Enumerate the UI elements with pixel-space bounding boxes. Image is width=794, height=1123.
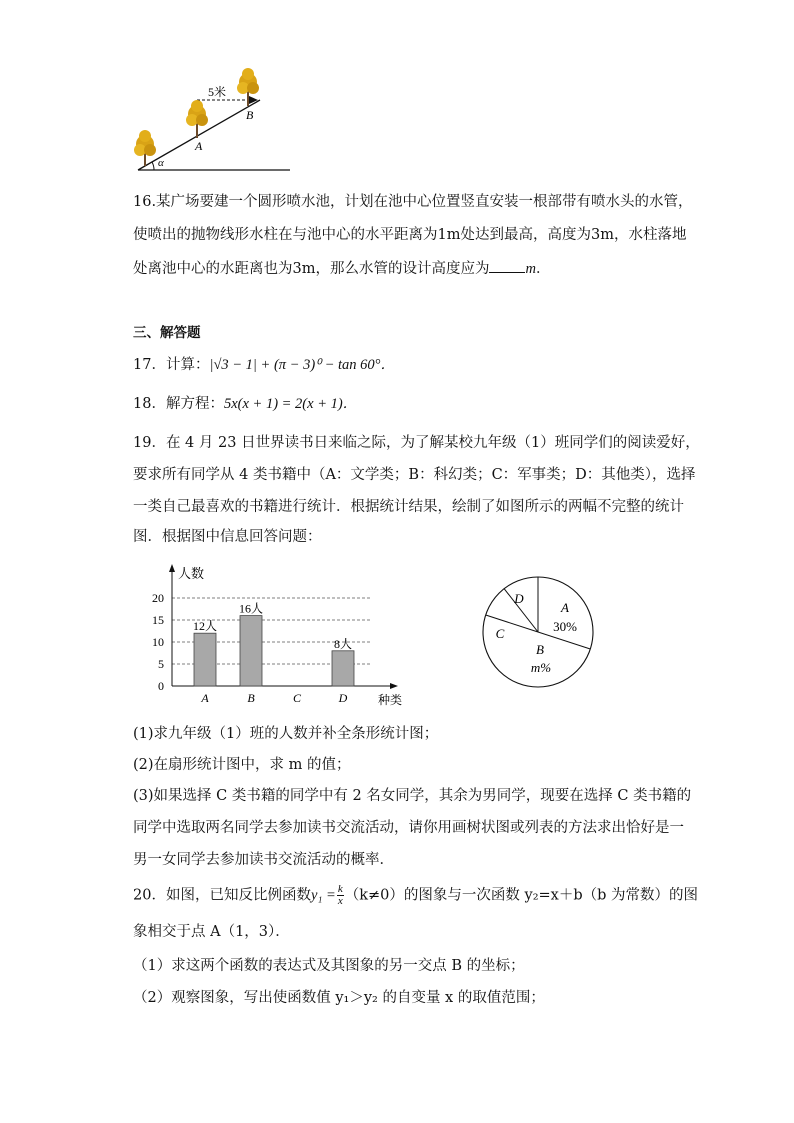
bar-data-label: 16人 [238,601,264,616]
q19-sub3-line3: 男一女同学去参加读书交流活动的概率． [133,852,394,868]
y-axis-label: 人数 [178,566,205,581]
y-tick-label: 10 [152,635,164,649]
q20-line1-a: 20．如图，已知反比例函数 [133,887,311,904]
fraction-k-over-x [337,884,344,907]
bar-data-label: 8人 [333,636,353,651]
distance-label: 5米 [208,85,227,99]
bar [194,633,216,686]
q19-line2: 要求所有同学从 4 类书籍中（A：文学类；B：科幻类；C：军事类；D：其他类），选择 [133,467,696,483]
q19-line3: 一类自己最喜欢的书籍进行统计．根据统计结果，绘制了如图所示的两幅不完整的统计 [133,499,684,515]
q18-expr: 5x(x + 1) = 2(x + 1)． [223,396,358,412]
x-tick-label: D [338,691,348,705]
q19-sub3-line1: (3)如果选择 C 类书籍的同学中有 2 名女同学，其余为男同学，现要在选择 C 类书籍的 [133,788,692,804]
q19-sub2: (2)在扇形统计图中，求 m 的值； [133,757,351,773]
angle-label: α [158,157,164,169]
x-tick-label: A [201,691,209,705]
y-axis-arrow [169,564,175,572]
frac-numerator: k [337,883,343,895]
pie-label-b: B [536,642,544,657]
q17-expr: |√3 − 1| + (π − 3)⁰ − tan 60°． [209,357,395,373]
answer-blank [489,258,525,273]
pie-value-b: m% [530,660,552,675]
q18-label: 18．解方程： [133,396,224,412]
q17-label: 17．计算： [133,357,210,373]
angle-arc [152,162,154,170]
q16-unit: m [525,261,536,277]
q16-line3-text: 处离池中心的水距离也为3m，那么水管的设计高度应为 [133,261,490,277]
x-tick-label: B [247,691,255,705]
q19-sub3-line2: 同学中选取两名同学去参加读书交流活动，请你用画树状图或列表的方法求出恰好是一 [133,820,684,836]
x-axis-arrow [390,683,398,689]
q20-y1: y₁ = [310,887,336,904]
distance-arrowhead [249,96,258,104]
pie-chart [478,572,598,692]
q16-line3 [133,258,550,279]
q19-line1: 19．在 4 月 23 日世界读书日来临之际，为了解某校九年级（1）班同学们的阅读爱好， [133,435,700,451]
q19-sub1: (1)求九年级（1）班的人数并补全条形统计图； [133,726,439,742]
y-tick-label: 0 [158,679,164,693]
bar [332,651,354,686]
pie-label-a: A [561,600,569,615]
x-axis-label: 种类 [378,693,403,707]
q17 [133,355,395,375]
y-tick-label: 5 [158,657,164,671]
q20-line1 [133,884,698,907]
q16-line1: 16.某广场要建一个圆形喷水池，计划在池中心位置竖直安装一根部带有喷水头的水管， [133,194,693,210]
q16-line2: 使喷出的抛物线形水柱在与池中心的水平距离为1m处达到最高，高度为3m，水柱落地 [133,227,687,243]
y-tick-label: 20 [152,591,164,605]
y-tick-label: 15 [152,613,164,627]
slope-figure [128,64,298,176]
pie-label-c: C [495,626,505,641]
q18 [133,394,357,414]
bar-data-label: 12人 [192,619,218,634]
q20-sub1: （1）求这两个函数的表达式及其图象的另一交点 B 的坐标； [133,958,525,974]
bar-chart [140,562,410,712]
q20-sub2: （2）观察图象，写出使函数值 y₁＞y₂ 的自变量 x 的取值范围； [133,990,545,1006]
q16-end: ． [535,261,551,277]
x-tick-label: C [292,691,302,705]
bar [240,616,262,686]
q20-line2: 象相交于点 A（1，3）． [133,924,290,940]
pie-value-a: 30% [553,619,577,634]
point-a-label: A [195,139,203,153]
q20-line1-b: （k≠0）的图象与一次函数 y₂=x＋b（b 为常数）的图 [344,887,699,904]
frac-denominator: x [337,895,343,907]
pie-label-d: D [514,591,524,606]
tree-icon [134,130,156,166]
point-b-label: B [246,108,254,122]
q19-line4: 图．根据图中信息回答问题： [133,529,322,545]
section-title: 三、解答题 [133,325,201,341]
